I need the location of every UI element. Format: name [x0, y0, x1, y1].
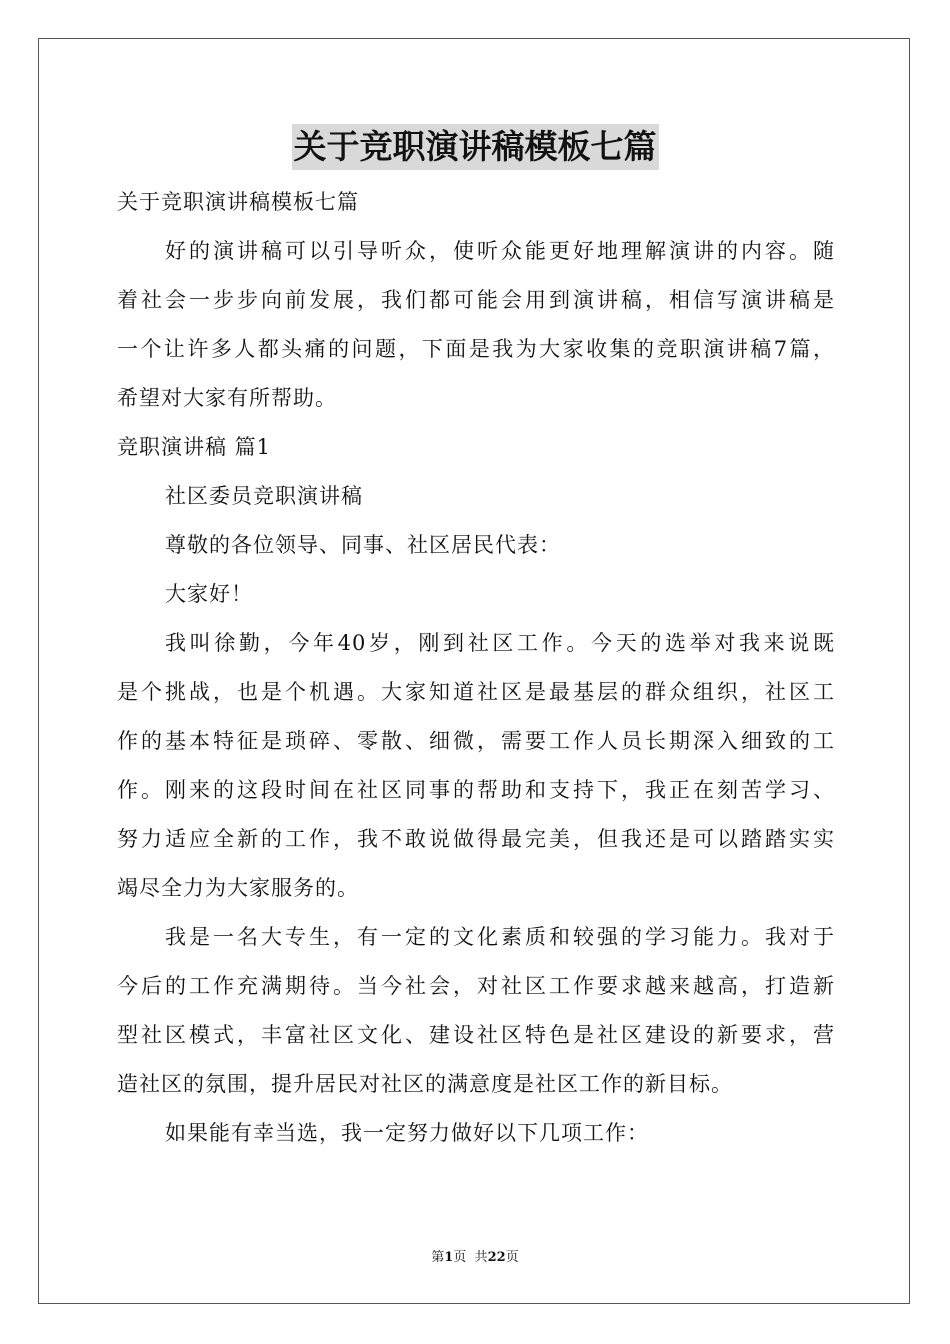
paragraph-line: 作的基本特征是琐碎、零散、细微，需要工作人员长期深入细致的工 [117, 729, 835, 753]
paragraph-line: 一个让许多人都头痛的问题，下面是我为大家收集的竞职演讲稿7篇， [117, 337, 835, 361]
paragraph [117, 1109, 835, 1158]
paragraph-list [117, 227, 835, 1158]
paragraph-line: 竭尽全力为大家服务的。 [117, 876, 359, 900]
document-subtitle: 关于竞职演讲稿模板七篇 [117, 190, 359, 214]
paragraph-line: 如果能有幸当选，我一定努力做好以下几项工作： [165, 1121, 649, 1145]
footer-page-mid: 页 共 [453, 1250, 488, 1265]
footer-page-current: 1 [444, 1250, 454, 1265]
footer-page-total: 22 [487, 1250, 506, 1265]
paragraph [117, 570, 835, 619]
document-body [117, 178, 835, 1158]
footer-page-prefix: 第 [431, 1250, 445, 1265]
paragraph-line: 竞职演讲稿 篇1 [117, 435, 272, 459]
paragraph-line: 尊敬的各位领导、同事、社区居民代表： [165, 533, 561, 557]
paragraph-line: 大家好！ [165, 582, 253, 606]
paragraph-line: 是个挑战，也是个机遇。大家知道社区是最基层的群众组织，社区工 [117, 680, 835, 704]
paragraph [117, 423, 835, 472]
document-title-text: 关于竞职演讲稿模板七篇 [292, 124, 659, 170]
paragraph-line: 好的演讲稿可以引导听众，使听众能更好地理解演讲的内容。随 [165, 239, 835, 263]
paragraph [117, 913, 835, 1109]
paragraph [117, 227, 835, 423]
paragraph-line: 型社区模式，丰富社区文化、建设社区特色是社区建设的新要求，营 [117, 1023, 835, 1047]
paragraph-line: 着社会一步步向前发展，我们都可能会用到演讲稿，相信写演讲稿是 [117, 288, 835, 312]
paragraph-line: 作。刚来的这段时间在社区同事的帮助和支持下，我正在刻苦学习、 [117, 778, 835, 802]
document-title [0, 124, 950, 174]
paragraph [117, 521, 835, 570]
page-footer [0, 1246, 950, 1265]
paragraph-line: 今后的工作充满期待。当今社会，对社区工作要求越来越高，打造新 [117, 974, 835, 998]
paragraph-line: 我叫徐勤，今年40岁，刚到社区工作。今天的选举对我来说既 [165, 631, 835, 655]
paragraph [117, 472, 835, 521]
paragraph-line: 我是一名大专生，有一定的文化素质和较强的学习能力。我对于 [165, 925, 835, 949]
paragraph-line: 希望对大家有所帮助。 [117, 386, 337, 410]
footer-page-suffix: 页 [505, 1250, 519, 1265]
paragraph-line: 努力适应全新的工作，我不敢说做得最完美，但我还是可以踏踏实实 [117, 827, 835, 851]
paragraph-line: 造社区的氛围，提升居民对社区的满意度是社区工作的新目标。 [117, 1072, 733, 1096]
paragraph-line: 社区委员竞职演讲稿 [165, 484, 363, 508]
paragraph [117, 619, 835, 913]
